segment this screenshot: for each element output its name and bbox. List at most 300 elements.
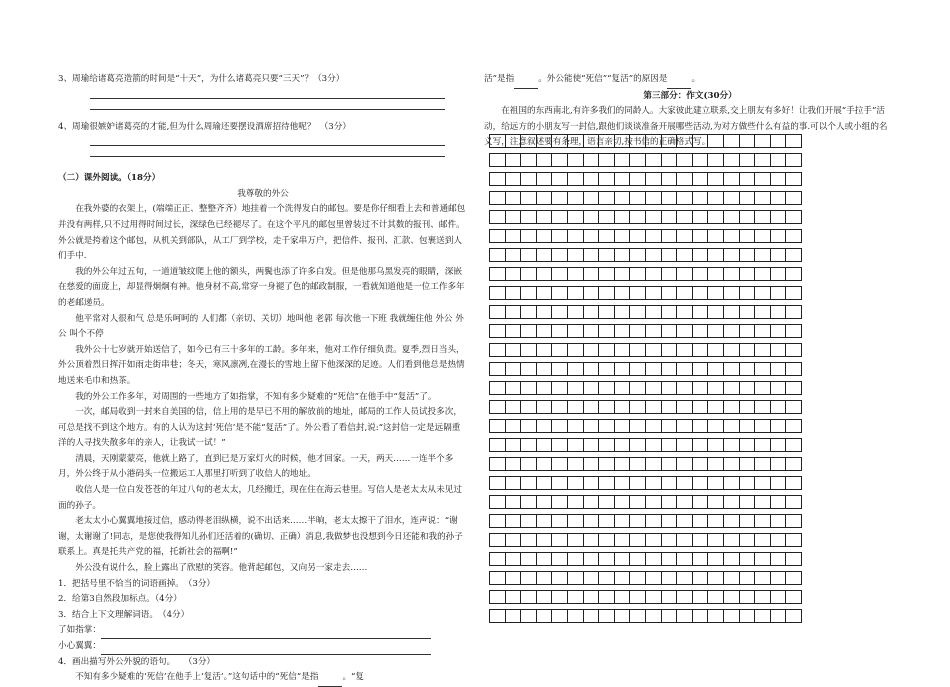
- grid-cell[interactable]: [521, 325, 537, 338]
- grid-cell[interactable]: [614, 553, 630, 566]
- grid-cell[interactable]: [567, 572, 583, 585]
- grid-cell[interactable]: [505, 154, 521, 167]
- grid-cell[interactable]: [708, 344, 724, 357]
- grid-cell[interactable]: [630, 268, 646, 281]
- grid-cell[interactable]: [708, 439, 724, 452]
- grid-cell[interactable]: [677, 458, 693, 471]
- grid-cell[interactable]: [661, 515, 677, 528]
- grid-cell[interactable]: [645, 192, 661, 205]
- grid-cell[interactable]: [521, 534, 537, 547]
- grid-cell[interactable]: [536, 344, 552, 357]
- grid-cell[interactable]: [708, 154, 724, 167]
- grid-cell[interactable]: [567, 249, 583, 262]
- grid-cell[interactable]: [552, 173, 568, 186]
- grid-cell[interactable]: [739, 363, 755, 376]
- grid-cell[interactable]: [614, 363, 630, 376]
- grid-cell[interactable]: [692, 458, 708, 471]
- grid-cell[interactable]: [786, 439, 802, 452]
- grid-cell[interactable]: [645, 553, 661, 566]
- grid-cell[interactable]: [490, 325, 506, 338]
- grid-cell[interactable]: [599, 420, 615, 433]
- grid-cell[interactable]: [723, 382, 739, 395]
- grid-cell[interactable]: [770, 610, 786, 623]
- grid-cell[interactable]: [770, 496, 786, 509]
- grid-cell[interactable]: [755, 477, 771, 490]
- grid-cell[interactable]: [521, 268, 537, 281]
- grid-cell[interactable]: [708, 268, 724, 281]
- grid-cell[interactable]: [755, 553, 771, 566]
- grid-cell[interactable]: [708, 382, 724, 395]
- grid-cell[interactable]: [505, 287, 521, 300]
- grid-cell[interactable]: [739, 382, 755, 395]
- grid-cell[interactable]: [583, 249, 599, 262]
- grid-cell[interactable]: [723, 192, 739, 205]
- grid-cell[interactable]: [755, 135, 771, 148]
- grid-cell[interactable]: [661, 230, 677, 243]
- grid-cell[interactable]: [521, 591, 537, 604]
- grid-cell[interactable]: [552, 287, 568, 300]
- grid-cell[interactable]: [599, 249, 615, 262]
- grid-cell[interactable]: [677, 344, 693, 357]
- answer-line[interactable]: [101, 643, 431, 655]
- grid-cell[interactable]: [614, 344, 630, 357]
- grid-cell[interactable]: [645, 268, 661, 281]
- grid-cell[interactable]: [755, 211, 771, 224]
- grid-cell[interactable]: [661, 401, 677, 414]
- grid-cell[interactable]: [490, 154, 506, 167]
- grid-cell[interactable]: [645, 477, 661, 490]
- grid-cell[interactable]: [661, 363, 677, 376]
- grid-cell[interactable]: [723, 496, 739, 509]
- grid-cell[interactable]: [505, 211, 521, 224]
- grid-cell[interactable]: [521, 230, 537, 243]
- grid-cell[interactable]: [599, 610, 615, 623]
- grid-cell[interactable]: [677, 534, 693, 547]
- grid-cell[interactable]: [723, 249, 739, 262]
- grid-cell[interactable]: [692, 477, 708, 490]
- grid-cell[interactable]: [521, 173, 537, 186]
- grid-cell[interactable]: [552, 401, 568, 414]
- grid-cell[interactable]: [567, 477, 583, 490]
- grid-cell[interactable]: [599, 591, 615, 604]
- grid-cell[interactable]: [708, 420, 724, 433]
- grid-cell[interactable]: [739, 344, 755, 357]
- grid-cell[interactable]: [536, 192, 552, 205]
- grid-cell[interactable]: [490, 382, 506, 395]
- grid-cell[interactable]: [770, 211, 786, 224]
- grid-cell[interactable]: [692, 249, 708, 262]
- grid-cell[interactable]: [661, 382, 677, 395]
- grid-cell[interactable]: [583, 344, 599, 357]
- grid-cell[interactable]: [490, 496, 506, 509]
- grid-cell[interactable]: [583, 420, 599, 433]
- grid-cell[interactable]: [661, 591, 677, 604]
- grid-cell[interactable]: [708, 325, 724, 338]
- grid-cell[interactable]: [614, 515, 630, 528]
- grid-cell[interactable]: [567, 268, 583, 281]
- grid-cell[interactable]: [552, 363, 568, 376]
- grid-cell[interactable]: [786, 135, 802, 148]
- grid-cell[interactable]: [536, 534, 552, 547]
- grid-cell[interactable]: [723, 154, 739, 167]
- grid-cell[interactable]: [692, 268, 708, 281]
- answer-line[interactable]: [90, 88, 445, 99]
- grid-cell[interactable]: [583, 268, 599, 281]
- grid-cell[interactable]: [770, 458, 786, 471]
- grid-cell[interactable]: [490, 287, 506, 300]
- grid-cell[interactable]: [599, 306, 615, 319]
- grid-cell[interactable]: [552, 458, 568, 471]
- grid-cell[interactable]: [630, 477, 646, 490]
- grid-cell[interactable]: [692, 363, 708, 376]
- grid-cell[interactable]: [770, 477, 786, 490]
- grid-cell[interactable]: [661, 344, 677, 357]
- grid-cell[interactable]: [770, 591, 786, 604]
- grid-cell[interactable]: [614, 572, 630, 585]
- grid-cell[interactable]: [567, 192, 583, 205]
- blank[interactable]: [514, 72, 538, 89]
- grid-cell[interactable]: [786, 306, 802, 319]
- grid-cell[interactable]: [677, 515, 693, 528]
- grid-cell[interactable]: [755, 192, 771, 205]
- grid-cell[interactable]: [692, 591, 708, 604]
- grid-cell[interactable]: [723, 401, 739, 414]
- grid-cell[interactable]: [521, 420, 537, 433]
- grid-cell[interactable]: [583, 230, 599, 243]
- grid-cell[interactable]: [755, 572, 771, 585]
- grid-cell[interactable]: [708, 534, 724, 547]
- grid-cell[interactable]: [583, 401, 599, 414]
- grid-cell[interactable]: [786, 211, 802, 224]
- grid-cell[interactable]: [521, 553, 537, 566]
- grid-cell[interactable]: [614, 230, 630, 243]
- grid-cell[interactable]: [521, 572, 537, 585]
- grid-cell[interactable]: [786, 287, 802, 300]
- grid-cell[interactable]: [630, 458, 646, 471]
- grid-cell[interactable]: [723, 135, 739, 148]
- grid-cell[interactable]: [567, 496, 583, 509]
- grid-cell[interactable]: [739, 439, 755, 452]
- grid-cell[interactable]: [583, 135, 599, 148]
- grid-cell[interactable]: [567, 401, 583, 414]
- grid-cell[interactable]: [770, 401, 786, 414]
- grid-cell[interactable]: [692, 135, 708, 148]
- grid-cell[interactable]: [677, 325, 693, 338]
- grid-cell[interactable]: [786, 572, 802, 585]
- grid-cell[interactable]: [755, 306, 771, 319]
- grid-cell[interactable]: [661, 420, 677, 433]
- grid-cell[interactable]: [770, 534, 786, 547]
- grid-cell[interactable]: [739, 173, 755, 186]
- grid-cell[interactable]: [708, 610, 724, 623]
- grid-cell[interactable]: [567, 211, 583, 224]
- grid-cell[interactable]: [599, 439, 615, 452]
- grid-cell[interactable]: [614, 287, 630, 300]
- grid-cell[interactable]: [770, 192, 786, 205]
- grid-cell[interactable]: [723, 515, 739, 528]
- grid-cell[interactable]: [536, 230, 552, 243]
- grid-cell[interactable]: [661, 572, 677, 585]
- grid-cell[interactable]: [755, 401, 771, 414]
- grid-cell[interactable]: [661, 325, 677, 338]
- grid-cell[interactable]: [599, 515, 615, 528]
- grid-cell[interactable]: [677, 610, 693, 623]
- grid-cell[interactable]: [645, 382, 661, 395]
- grid-cell[interactable]: [739, 211, 755, 224]
- grid-cell[interactable]: [739, 192, 755, 205]
- grid-cell[interactable]: [708, 458, 724, 471]
- grid-cell[interactable]: [490, 439, 506, 452]
- answer-line[interactable]: [90, 135, 445, 146]
- grid-cell[interactable]: [645, 154, 661, 167]
- grid-cell[interactable]: [708, 230, 724, 243]
- grid-cell[interactable]: [677, 249, 693, 262]
- grid-cell[interactable]: [786, 610, 802, 623]
- grid-cell[interactable]: [677, 420, 693, 433]
- grid-cell[interactable]: [723, 287, 739, 300]
- grid-cell[interactable]: [739, 249, 755, 262]
- grid-cell[interactable]: [739, 477, 755, 490]
- grid-cell[interactable]: [677, 211, 693, 224]
- grid-cell[interactable]: [599, 572, 615, 585]
- grid-cell[interactable]: [599, 401, 615, 414]
- grid-cell[interactable]: [692, 211, 708, 224]
- grid-cell[interactable]: [599, 534, 615, 547]
- grid-cell[interactable]: [708, 287, 724, 300]
- grid-cell[interactable]: [770, 515, 786, 528]
- grid-cell[interactable]: [490, 306, 506, 319]
- grid-cell[interactable]: [739, 287, 755, 300]
- grid-cell[interactable]: [755, 534, 771, 547]
- grid-cell[interactable]: [490, 458, 506, 471]
- grid-cell[interactable]: [661, 306, 677, 319]
- grid-cell[interactable]: [755, 363, 771, 376]
- grid-cell[interactable]: [614, 211, 630, 224]
- grid-cell[interactable]: [708, 192, 724, 205]
- grid-cell[interactable]: [614, 496, 630, 509]
- grid-cell[interactable]: [723, 211, 739, 224]
- grid-cell[interactable]: [645, 420, 661, 433]
- grid-cell[interactable]: [552, 534, 568, 547]
- grid-cell[interactable]: [692, 572, 708, 585]
- grid-cell[interactable]: [661, 610, 677, 623]
- grid-cell[interactable]: [692, 192, 708, 205]
- grid-cell[interactable]: [583, 154, 599, 167]
- grid-cell[interactable]: [708, 135, 724, 148]
- grid-cell[interactable]: [661, 268, 677, 281]
- grid-cell[interactable]: [723, 477, 739, 490]
- grid-cell[interactable]: [567, 610, 583, 623]
- grid-cell[interactable]: [630, 553, 646, 566]
- grid-cell[interactable]: [786, 401, 802, 414]
- grid-cell[interactable]: [490, 591, 506, 604]
- grid-cell[interactable]: [505, 135, 521, 148]
- grid-cell[interactable]: [661, 173, 677, 186]
- grid-cell[interactable]: [677, 192, 693, 205]
- grid-cell[interactable]: [708, 496, 724, 509]
- grid-cell[interactable]: [599, 458, 615, 471]
- grid-cell[interactable]: [505, 382, 521, 395]
- grid-cell[interactable]: [645, 135, 661, 148]
- grid-cell[interactable]: [567, 325, 583, 338]
- grid-cell[interactable]: [599, 477, 615, 490]
- grid-cell[interactable]: [583, 477, 599, 490]
- grid-cell[interactable]: [692, 306, 708, 319]
- grid-cell[interactable]: [536, 173, 552, 186]
- grid-cell[interactable]: [692, 553, 708, 566]
- grid-cell[interactable]: [614, 477, 630, 490]
- grid-cell[interactable]: [739, 325, 755, 338]
- grid-cell[interactable]: [739, 154, 755, 167]
- grid-cell[interactable]: [755, 382, 771, 395]
- grid-cell[interactable]: [786, 268, 802, 281]
- grid-cell[interactable]: [552, 306, 568, 319]
- grid-cell[interactable]: [739, 534, 755, 547]
- grid-cell[interactable]: [661, 211, 677, 224]
- grid-cell[interactable]: [521, 287, 537, 300]
- grid-cell[interactable]: [490, 363, 506, 376]
- grid-cell[interactable]: [599, 230, 615, 243]
- grid-cell[interactable]: [677, 572, 693, 585]
- grid-cell[interactable]: [677, 268, 693, 281]
- grid-cell[interactable]: [692, 154, 708, 167]
- grid-cell[interactable]: [630, 515, 646, 528]
- grid-cell[interactable]: [583, 496, 599, 509]
- grid-cell[interactable]: [630, 230, 646, 243]
- grid-cell[interactable]: [567, 534, 583, 547]
- grid-cell[interactable]: [645, 211, 661, 224]
- grid-cell[interactable]: [536, 591, 552, 604]
- grid-cell[interactable]: [599, 287, 615, 300]
- grid-cell[interactable]: [536, 553, 552, 566]
- grid-cell[interactable]: [599, 553, 615, 566]
- grid-cell[interactable]: [770, 135, 786, 148]
- grid-cell[interactable]: [661, 154, 677, 167]
- grid-cell[interactable]: [786, 382, 802, 395]
- grid-cell[interactable]: [583, 591, 599, 604]
- grid-cell[interactable]: [521, 439, 537, 452]
- grid-cell[interactable]: [645, 572, 661, 585]
- grid-cell[interactable]: [770, 154, 786, 167]
- grid-cell[interactable]: [630, 325, 646, 338]
- grid-cell[interactable]: [505, 591, 521, 604]
- grid-cell[interactable]: [661, 439, 677, 452]
- grid-cell[interactable]: [630, 344, 646, 357]
- blank[interactable]: [318, 670, 342, 687]
- grid-cell[interactable]: [567, 173, 583, 186]
- grid-cell[interactable]: [677, 591, 693, 604]
- grid-cell[interactable]: [521, 306, 537, 319]
- grid-cell[interactable]: [552, 249, 568, 262]
- grid-cell[interactable]: [583, 382, 599, 395]
- grid-cell[interactable]: [552, 268, 568, 281]
- grid-cell[interactable]: [770, 363, 786, 376]
- grid-cell[interactable]: [567, 515, 583, 528]
- grid-cell[interactable]: [490, 401, 506, 414]
- grid-cell[interactable]: [521, 363, 537, 376]
- grid-cell[interactable]: [505, 268, 521, 281]
- grid-cell[interactable]: [505, 401, 521, 414]
- grid-cell[interactable]: [552, 515, 568, 528]
- grid-cell[interactable]: [567, 591, 583, 604]
- grid-cell[interactable]: [567, 458, 583, 471]
- grid-cell[interactable]: [521, 135, 537, 148]
- grid-cell[interactable]: [708, 211, 724, 224]
- grid-cell[interactable]: [614, 420, 630, 433]
- grid-cell[interactable]: [552, 572, 568, 585]
- grid-cell[interactable]: [645, 610, 661, 623]
- grid-cell[interactable]: [567, 306, 583, 319]
- grid-cell[interactable]: [786, 420, 802, 433]
- grid-cell[interactable]: [661, 287, 677, 300]
- grid-cell[interactable]: [677, 306, 693, 319]
- grid-cell[interactable]: [786, 230, 802, 243]
- grid-cell[interactable]: [739, 135, 755, 148]
- grid-cell[interactable]: [567, 344, 583, 357]
- grid-cell[interactable]: [786, 154, 802, 167]
- grid-cell[interactable]: [552, 154, 568, 167]
- grid-cell[interactable]: [614, 249, 630, 262]
- grid-cell[interactable]: [645, 496, 661, 509]
- grid-cell[interactable]: [614, 610, 630, 623]
- grid-cell[interactable]: [552, 192, 568, 205]
- grid-cell[interactable]: [739, 496, 755, 509]
- grid-cell[interactable]: [630, 192, 646, 205]
- grid-cell[interactable]: [677, 401, 693, 414]
- grid-cell[interactable]: [552, 211, 568, 224]
- grid-cell[interactable]: [723, 230, 739, 243]
- grid-cell[interactable]: [490, 173, 506, 186]
- grid-cell[interactable]: [755, 154, 771, 167]
- grid-cell[interactable]: [739, 458, 755, 471]
- grid-cell[interactable]: [723, 553, 739, 566]
- grid-cell[interactable]: [755, 439, 771, 452]
- grid-cell[interactable]: [645, 363, 661, 376]
- grid-cell[interactable]: [692, 230, 708, 243]
- grid-cell[interactable]: [786, 325, 802, 338]
- grid-cell[interactable]: [614, 135, 630, 148]
- grid-cell[interactable]: [692, 439, 708, 452]
- grid-cell[interactable]: [723, 173, 739, 186]
- grid-cell[interactable]: [567, 420, 583, 433]
- grid-cell[interactable]: [770, 306, 786, 319]
- grid-cell[interactable]: [536, 382, 552, 395]
- grid-cell[interactable]: [505, 230, 521, 243]
- grid-cell[interactable]: [490, 572, 506, 585]
- grid-cell[interactable]: [490, 515, 506, 528]
- grid-cell[interactable]: [723, 591, 739, 604]
- grid-cell[interactable]: [630, 173, 646, 186]
- grid-cell[interactable]: [630, 382, 646, 395]
- grid-cell[interactable]: [567, 154, 583, 167]
- grid-cell[interactable]: [755, 458, 771, 471]
- grid-cell[interactable]: [630, 534, 646, 547]
- grid-cell[interactable]: [505, 173, 521, 186]
- grid-cell[interactable]: [755, 515, 771, 528]
- grid-cell[interactable]: [708, 553, 724, 566]
- grid-cell[interactable]: [630, 287, 646, 300]
- grid-cell[interactable]: [708, 173, 724, 186]
- composition-grid[interactable]: [489, 134, 802, 623]
- grid-cell[interactable]: [770, 439, 786, 452]
- grid-cell[interactable]: [786, 458, 802, 471]
- grid-cell[interactable]: [536, 610, 552, 623]
- grid-cell[interactable]: [521, 192, 537, 205]
- grid-cell[interactable]: [708, 591, 724, 604]
- grid-cell[interactable]: [708, 363, 724, 376]
- grid-cell[interactable]: [599, 325, 615, 338]
- grid-cell[interactable]: [630, 363, 646, 376]
